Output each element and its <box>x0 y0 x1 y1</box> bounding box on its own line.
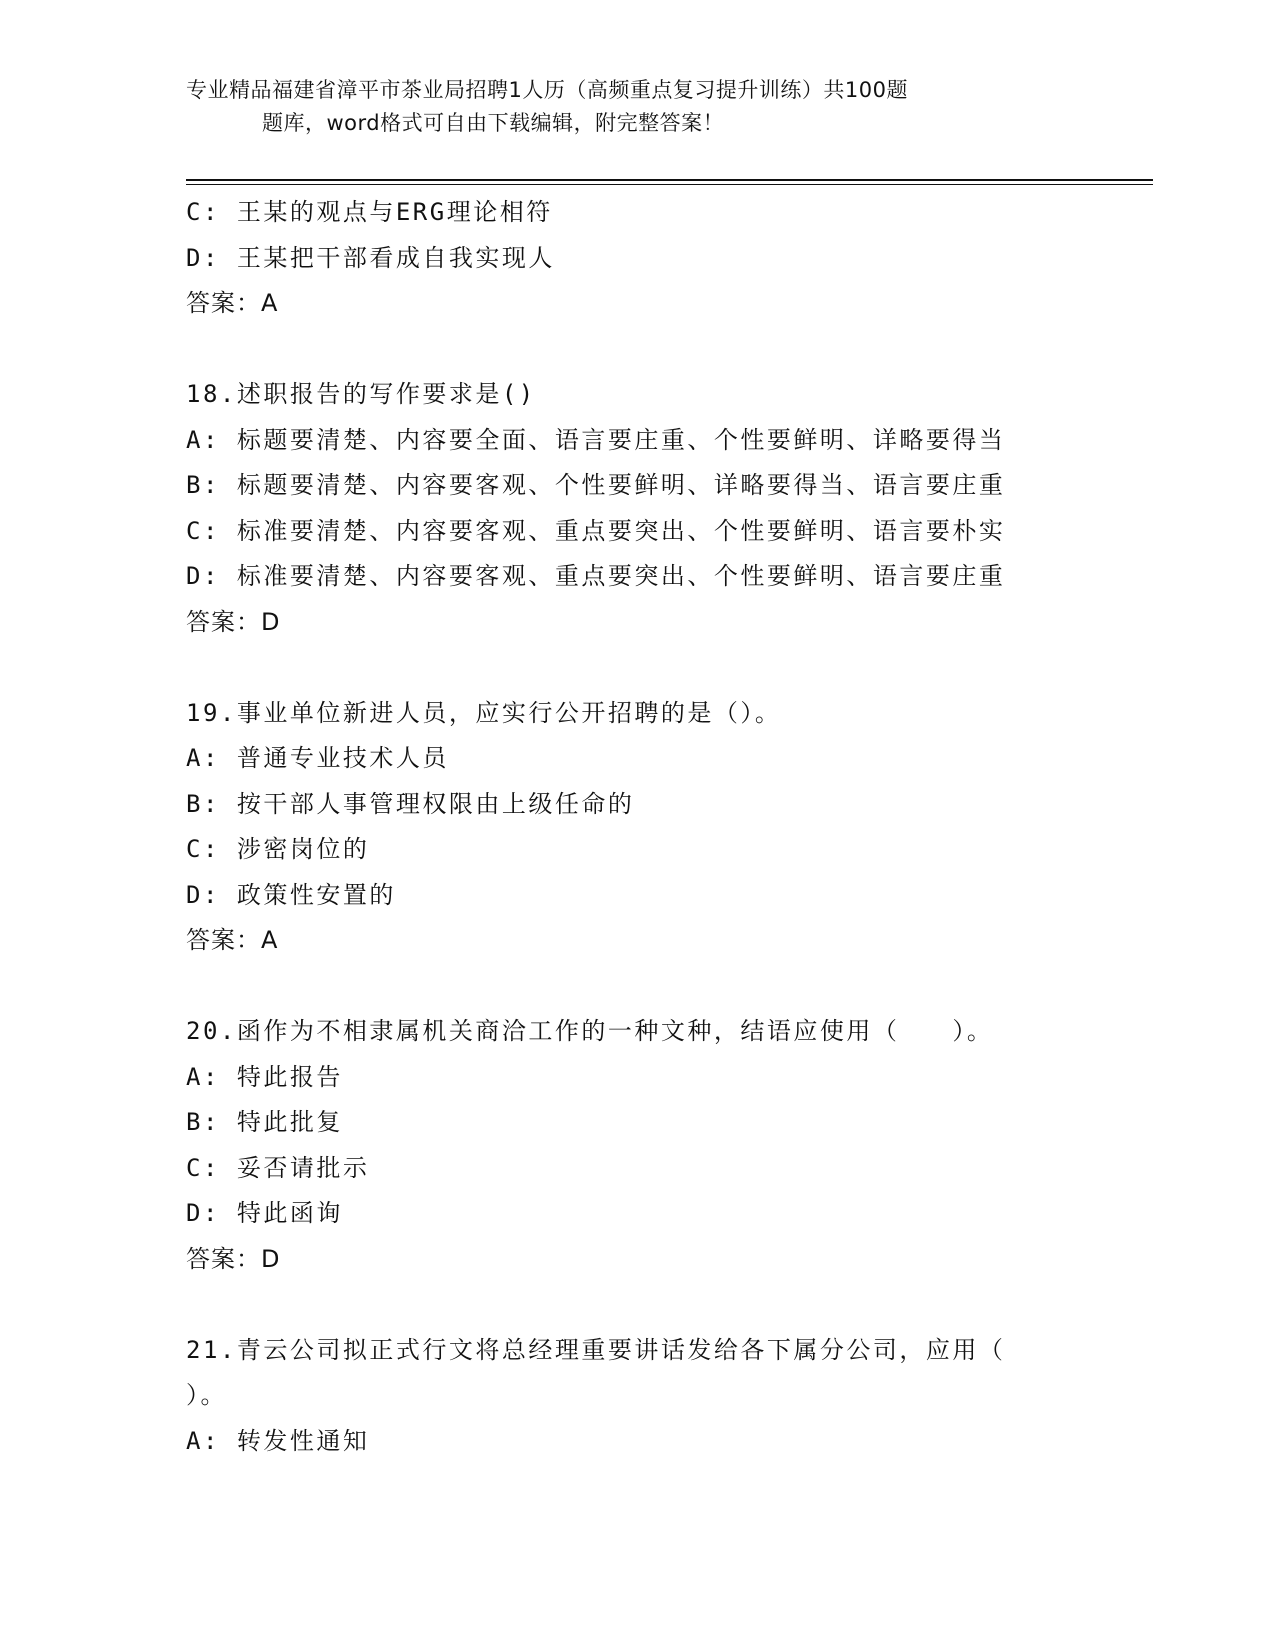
document-header <box>186 74 1066 140</box>
question-stem: 19.事业单位新进人员，应实行公开招聘的是（）。 <box>186 698 782 727</box>
question-stem: 18.述职报告的写作要求是() <box>186 380 536 408</box>
answer: 答案：A <box>186 926 279 954</box>
answer: 答案：A <box>186 289 279 317</box>
header-divider-thin <box>186 184 1153 185</box>
option-b: B: 特此批复 <box>186 1108 343 1136</box>
answer: 答案：D <box>186 607 281 636</box>
question-20 <box>186 1009 1086 1282</box>
option-d: D: 特此函询 <box>186 1199 343 1227</box>
option-b: B: 按干部人事管理权限由上级任命的 <box>186 789 635 818</box>
option-c: C: 涉密岗位的 <box>186 835 370 863</box>
option-d: D: 王某把干部看成自我实现人 <box>186 243 555 272</box>
header-title-line-2: 题库，word格式可自由下载编辑，附完整答案！ <box>262 111 725 135</box>
question-17-tail <box>186 190 1086 327</box>
question-stem: 20.函作为不相隶属机关商洽工作的一种文种，结语应使用（ ）。 <box>186 1017 994 1045</box>
question-18 <box>186 372 1086 645</box>
question-stem-continued: ）。 <box>186 1381 227 1409</box>
option-c: C: 王某的观点与ERG理论相符 <box>186 198 553 226</box>
option-a: A: 特此报告 <box>186 1062 343 1091</box>
question-21 <box>186 1328 1086 1465</box>
option-d: D: 政策性安置的 <box>186 880 396 909</box>
question-list <box>186 190 1086 1464</box>
option-c: C: 标准要清楚、内容要客观、重点要突出、个性要鲜明、语言要朴实 <box>186 516 1006 545</box>
answer: 答案：D <box>186 1244 281 1273</box>
header-divider-thick <box>186 179 1153 181</box>
option-a: A: 普通专业技术人员 <box>186 744 449 772</box>
option-b: B: 标题要清楚、内容要客观、个性要鲜明、详略要得当、语言要庄重 <box>186 471 1006 499</box>
option-d: D: 标准要清楚、内容要客观、重点要突出、个性要鲜明、语言要庄重 <box>186 562 1006 590</box>
option-a: A: 转发性通知 <box>186 1426 370 1455</box>
question-stem: 21.青云公司拟正式行文将总经理重要讲话发给各下属分公司，应用（ <box>186 1335 1006 1364</box>
option-a: A: 标题要清楚、内容要全面、语言要庄重、个性要鲜明、详略要得当 <box>186 425 1006 454</box>
question-19 <box>186 691 1086 964</box>
option-c: C: 妥否请批示 <box>186 1153 370 1182</box>
header-title-line-1: 专业精品福建省漳平市茶业局招聘1人历（高频重点复习提升训练）共100题 <box>186 78 908 102</box>
